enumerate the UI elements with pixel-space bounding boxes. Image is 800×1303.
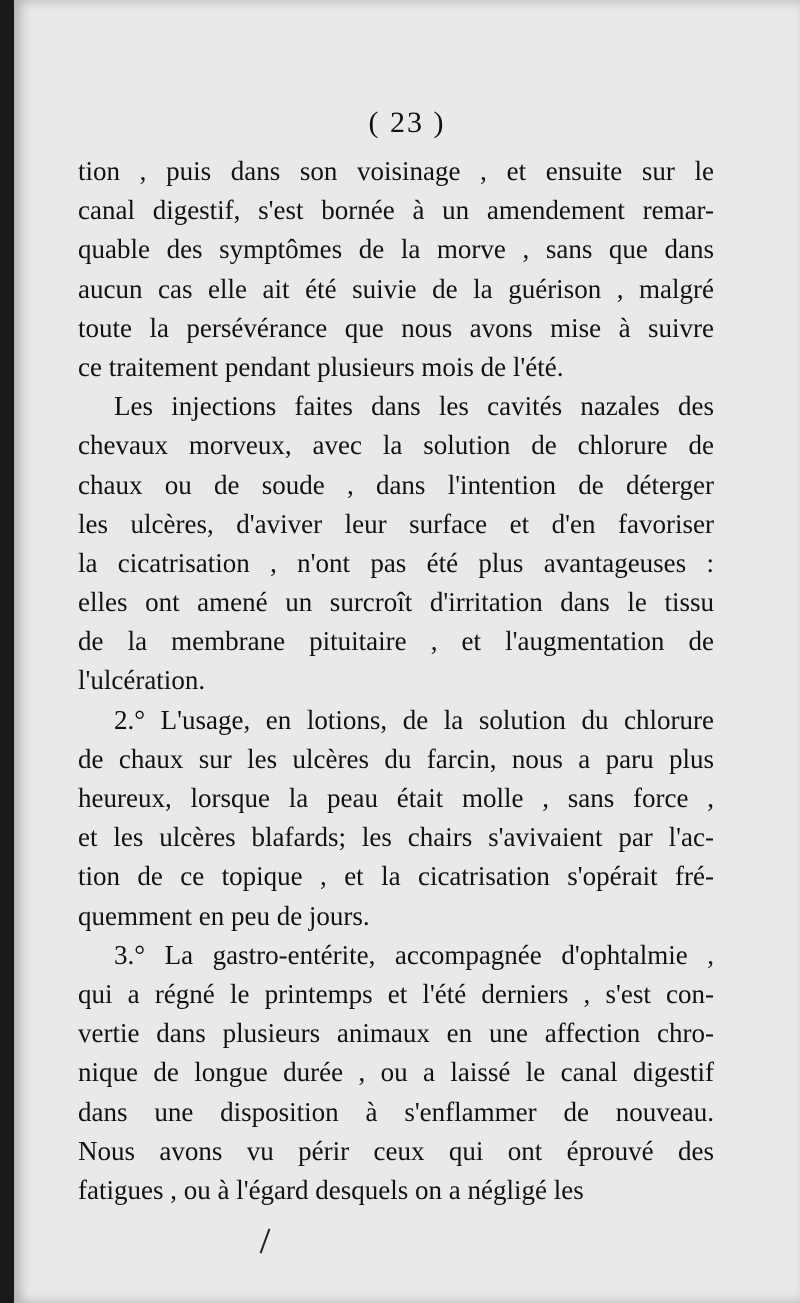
- text-line: toute la persévérance que nous avons mise à suivre: [78, 312, 714, 343]
- book-page: [14, 0, 800, 1303]
- text-line: ce traitement pendant plusieurs mois de l'été.: [78, 351, 564, 382]
- page-number: ( 23 ): [368, 106, 446, 139]
- ink-mark: [260, 1228, 271, 1253]
- text-line: chaux ou de soude , dans l'intention de déterger: [78, 469, 714, 500]
- text-line: 3.° La gastro-entérite, accompagnée d'ophtalmie ,: [114, 939, 714, 970]
- text-line: tion , puis dans son voisinage , et ensuite sur le: [78, 156, 714, 186]
- text-line: tion de ce topique , et la cicatrisation s'opérait fré-: [78, 861, 714, 892]
- text-line: aucun cas elle ait été suivie de la guérison , malgré: [78, 273, 714, 304]
- paragraph: [78, 936, 714, 1210]
- text-line: et les ulcères blafards; les chairs s'avivaient par l'ac-: [78, 822, 714, 853]
- text-line: canal digestif, s'est bornée à un amendement remar-: [78, 195, 714, 226]
- text-line: les ulcères, d'aviver leur surface et d'en favoriser: [78, 508, 714, 539]
- text-line: elles ont amené un surcroît d'irritation dans le tissu: [78, 587, 714, 618]
- text-line: l'ulcération.: [78, 665, 206, 696]
- text-line: Les injections faites dans les cavités nazales des: [114, 391, 714, 422]
- text-line: 2.° L'usage, en lotions, de la solution du chlorure: [114, 704, 714, 735]
- text-line: Nous avons vu périr ceux qui ont éprouvé des: [78, 1135, 714, 1166]
- paragraph: [78, 701, 714, 936]
- text-line: fatigues , ou à l'égard desquels on a négligé les: [78, 1174, 584, 1205]
- text-line: de chaux sur les ulcères du farcin, nous a paru plus: [78, 743, 714, 774]
- text-line: dans une disposition à s'enflammer de nouveau.: [78, 1096, 714, 1127]
- paragraph: [78, 152, 714, 387]
- text-line: vertie dans plusieurs animaux en une affection chro-: [78, 1018, 714, 1049]
- text-line: de la membrane pituitaire , et l'augmentation de: [78, 626, 714, 657]
- text-line: qui a régné le printemps et l'été derniers , s'est con-: [78, 978, 714, 1009]
- text-line: chevaux morveux, avec la solution de chlorure de: [78, 430, 714, 461]
- paragraph: [78, 387, 714, 701]
- text-line: quemment en peu de jours.: [78, 900, 370, 931]
- body-text: [78, 152, 714, 1210]
- text-line: heureux, lorsque la peau était molle , sans force ,: [78, 783, 714, 813]
- text-line: nique de longue durée , ou a laissé le canal digestif: [78, 1057, 714, 1088]
- text-line: la cicatrisation , n'ont pas été plus avantageuses :: [78, 547, 714, 578]
- text-line: quable des symptômes de la morve , sans que dans: [78, 234, 714, 265]
